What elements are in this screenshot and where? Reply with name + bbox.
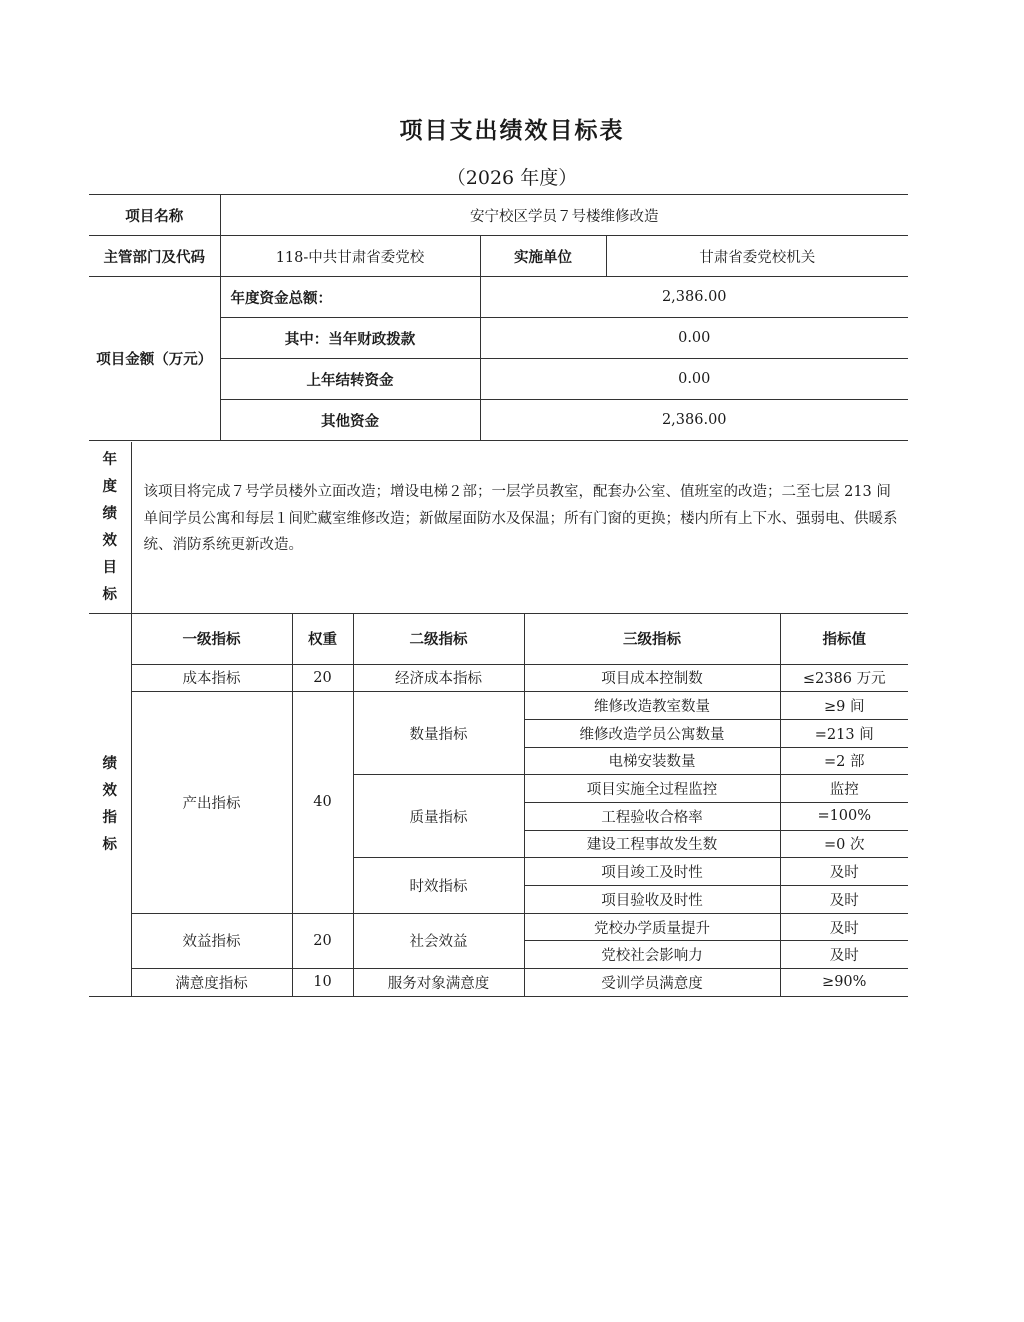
level2-cell: 服务对象满意度 <box>353 969 524 997</box>
level3-cell: 维修改造学员公寓数量 <box>524 719 780 747</box>
weight-cell: 10 <box>292 969 353 997</box>
value-cell: 监控 <box>780 775 908 803</box>
level3-cell: 工程验收合格率 <box>524 802 780 830</box>
amount-other-label: 其他资金 <box>220 400 480 441</box>
impl-value: 甘肃省委党校机关 <box>606 236 908 277</box>
amount-fiscal-label: 其中：当年财政拨款 <box>220 318 480 359</box>
level2-cell: 数量指标 <box>353 692 524 775</box>
project-name-value: 安宁校区学员７号楼维修改造 <box>220 195 908 236</box>
value-cell: 及时 <box>780 913 908 941</box>
dept-label: 主管部门及代码 <box>89 236 220 277</box>
dept-value: 118-中共甘肃省委党校 <box>220 236 480 277</box>
page-title: 项目支出绩效目标表 <box>399 117 625 144</box>
annual-goal-text: 该项目将完成７号学员楼外立面改造；增设电梯２部；一层学员教室，配套办公室、值班室的改造；二至七层 213 间单间学员公寓和每层１间贮藏室维修改造；新做屋面防水及保温；所有门窗的更换；楼内所有上下水、强弱电、供暖系统、消防系统更新改造。 <box>131 442 908 613</box>
value-cell: 及时 <box>780 886 908 914</box>
table-row <box>89 692 908 720</box>
side-label-char: 指 <box>102 809 117 827</box>
project-name-row <box>89 195 908 236</box>
level2-cell: 社会效益 <box>353 913 524 968</box>
amount-label: 项目金额（万元） <box>89 277 220 441</box>
header-level1: 一级指标 <box>131 613 292 664</box>
goal-label-char: 绩 <box>102 505 117 523</box>
amount-other-value: 2,386.00 <box>480 400 908 441</box>
amount-carryover-label: 上年结转资金 <box>220 359 480 400</box>
level3-cell: 项目成本控制数 <box>524 664 780 692</box>
weight-cell: 40 <box>292 692 353 914</box>
level1-cell: 产出指标 <box>131 692 292 914</box>
value-cell: ≥9 间 <box>780 692 908 720</box>
level1-cell: 效益指标 <box>131 913 292 968</box>
goal-label-char: 度 <box>102 478 117 496</box>
level2-cell: 经济成本指标 <box>353 664 524 692</box>
page-subtitle: （2026 年度） <box>446 167 578 189</box>
level3-cell: 维修改造教室数量 <box>524 692 780 720</box>
header-level2: 二级指标 <box>353 613 524 664</box>
level1-cell: 成本指标 <box>131 664 292 692</box>
side-label-char: 效 <box>102 782 117 800</box>
table-row <box>89 913 908 941</box>
amount-total-label: 年度资金总额： <box>220 277 480 318</box>
value-cell: =100% <box>780 802 908 830</box>
amount-fiscal-value: 0.00 <box>480 318 908 359</box>
header-value: 指标值 <box>780 613 908 664</box>
project-info-table <box>89 194 908 441</box>
amount-row <box>89 277 908 318</box>
value-cell: 及时 <box>780 858 908 886</box>
value-cell: ≤2386 万元 <box>780 664 908 692</box>
table-row <box>89 969 908 997</box>
level3-cell: 受训学员满意度 <box>524 969 780 997</box>
side-label-char: 绩 <box>102 755 117 773</box>
indicators-header-row <box>89 613 908 664</box>
value-cell: =2 部 <box>780 747 908 775</box>
annual-goal-label <box>89 442 131 613</box>
goal-label-char: 标 <box>102 586 117 604</box>
level3-cell: 建设工程事故发生数 <box>524 830 780 858</box>
goal-label-char: 效 <box>102 532 117 550</box>
level3-cell: 项目实施全过程监控 <box>524 775 780 803</box>
level3-cell: 电梯安装数量 <box>524 747 780 775</box>
dept-row <box>89 236 908 277</box>
weight-cell: 20 <box>292 913 353 968</box>
indicators-table <box>89 613 908 997</box>
amount-total-value: 2,386.00 <box>480 277 908 318</box>
project-name-label: 项目名称 <box>89 195 220 236</box>
level3-cell: 党校办学质量提升 <box>524 913 780 941</box>
goal-label-char: 年 <box>102 451 117 469</box>
level2-cell: 时效指标 <box>353 858 524 913</box>
value-cell: ≥90% <box>780 969 908 997</box>
table-row <box>89 664 908 692</box>
goal-label-char: 目 <box>102 559 117 577</box>
level3-cell: 党校社会影响力 <box>524 941 780 969</box>
impl-label: 实施单位 <box>480 236 606 277</box>
value-cell: =213 间 <box>780 719 908 747</box>
annual-goal-table <box>89 442 908 614</box>
amount-carryover-value: 0.00 <box>480 359 908 400</box>
indicators-side-label <box>89 613 131 996</box>
weight-cell: 20 <box>292 664 353 692</box>
level3-cell: 项目验收及时性 <box>524 886 780 914</box>
value-cell: =0 次 <box>780 830 908 858</box>
value-cell: 及时 <box>780 941 908 969</box>
header-weight: 权重 <box>292 613 353 664</box>
side-label-char: 标 <box>102 836 117 854</box>
header-level3: 三级指标 <box>524 613 780 664</box>
level2-cell: 质量指标 <box>353 775 524 858</box>
level1-cell: 满意度指标 <box>131 969 292 997</box>
level3-cell: 项目竣工及时性 <box>524 858 780 886</box>
